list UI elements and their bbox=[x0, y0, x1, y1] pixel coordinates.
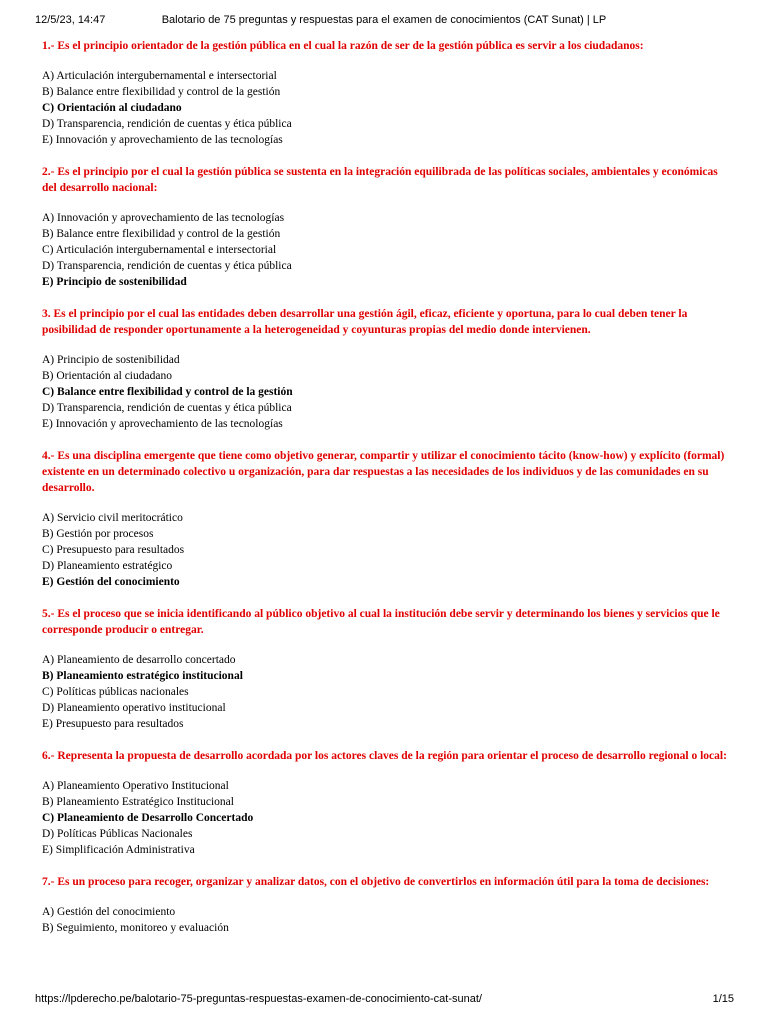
question-text: 2.- Es el principio por el cual la gestión pública se sustenta en la integración equilibrada de las políticas sociales, ambientales y económicas del desarrollo nacional: bbox=[42, 166, 718, 194]
option: B) Balance entre flexibilidad y control de la gestión bbox=[42, 228, 281, 240]
page-url: https://lpderecho.pe/balotario-75-preguntas-respuestas-examen-de-conocimiento-cat-sunat/ bbox=[35, 993, 482, 1005]
option-list bbox=[42, 210, 732, 290]
question-block bbox=[42, 306, 732, 432]
option: E) Innovación y aprovechamiento de las tecnologías bbox=[42, 418, 283, 430]
option: D) Transparencia, rendición de cuentas y ética pública bbox=[42, 260, 292, 272]
option: B) Balance entre flexibilidad y control de la gestión bbox=[42, 86, 281, 98]
option: A) Servicio civil meritocrático bbox=[42, 512, 183, 524]
question-block bbox=[42, 874, 732, 936]
question-list bbox=[42, 38, 732, 952]
question-text: 7.- Es un proceso para recoger, organizar y analizar datos, con el objetivo de convertirlos en información útil para la toma de decisiones: bbox=[42, 876, 710, 888]
option: D) Planeamiento operativo institucional bbox=[42, 702, 226, 714]
correct-option: C) Orientación al ciudadano bbox=[42, 102, 182, 114]
question-block bbox=[42, 606, 732, 732]
option-list bbox=[42, 652, 732, 732]
question-text: 3. Es el principio por el cual las entidades deben desarrollar una gestión ágil, eficaz, eficiente y oportuna, para lo cual deben tener la posibilidad de responder oportunamente a la heterogeneidad y coyunturas propias del medio donde intervienen. bbox=[42, 308, 688, 336]
correct-option: C) Planeamiento de Desarrollo Concertado bbox=[42, 812, 254, 824]
option: C) Articulación intergubernamental e intersectorial bbox=[42, 244, 277, 256]
option-list bbox=[42, 68, 732, 148]
option: D) Transparencia, rendición de cuentas y ética pública bbox=[42, 118, 292, 130]
option: B) Orientación al ciudadano bbox=[42, 370, 172, 382]
correct-option: B) Planeamiento estratégico institucional bbox=[42, 670, 243, 682]
page-number: 1/15 bbox=[712, 993, 734, 1005]
option: B) Gestión por procesos bbox=[42, 528, 154, 540]
question-block bbox=[42, 38, 732, 148]
question-block bbox=[42, 748, 732, 858]
correct-option: E) Gestión del conocimiento bbox=[42, 576, 180, 588]
option: B) Seguimiento, monitoreo y evaluación bbox=[42, 922, 229, 934]
option: E) Presupuesto para resultados bbox=[42, 718, 184, 730]
correct-option: C) Balance entre flexibilidad y control de la gestión bbox=[42, 386, 293, 398]
page-title: Balotario de 75 preguntas y respuestas para el examen de conocimientos (CAT Sunat) | LP bbox=[161, 14, 607, 26]
option: E) Innovación y aprovechamiento de las tecnologías bbox=[42, 134, 283, 146]
option: A) Planeamiento de desarrollo concertado bbox=[42, 654, 236, 666]
option: A) Planeamiento Operativo Institucional bbox=[42, 780, 229, 792]
option: D) Políticas Públicas Nacionales bbox=[42, 828, 193, 840]
question-text: 1.- Es el principio orientador de la gestión pública en el cual la razón de ser de la gestión pública es servir a los ciudadanos: bbox=[42, 40, 644, 52]
option: A) Principio de sostenibilidad bbox=[42, 354, 180, 366]
option: C) Presupuesto para resultados bbox=[42, 544, 185, 556]
print-date: 12/5/23, 14:47 bbox=[35, 14, 106, 26]
question-text: 5.- Es el proceso que se inicia identificando al público objetivo al cual la institución debe servir y determinando los bienes y servicios que le corresponde producir o entregar. bbox=[42, 608, 720, 636]
option: A) Innovación y aprovechamiento de las tecnologías bbox=[42, 212, 285, 224]
option-list bbox=[42, 510, 732, 590]
correct-option: E) Principio de sostenibilidad bbox=[42, 276, 187, 288]
option: D) Planeamiento estratégico bbox=[42, 560, 173, 572]
option-list bbox=[42, 904, 732, 936]
option: D) Transparencia, rendición de cuentas y ética pública bbox=[42, 402, 292, 414]
question-text: 4.- Es una disciplina emergente que tiene como objetivo generar, compartir y utilizar el conocimiento tácito (know-how) y explícito (formal) existente en un determinado colectivo u organización, para dar respuestas a las necesidades de los individuos y de las comunidades en su desarrollo. bbox=[42, 450, 725, 494]
option-list bbox=[42, 778, 732, 858]
question-text: 6.- Representa la propuesta de desarrollo acordada por los actores claves de la región para orientar el proceso de desarrollo regional o local: bbox=[42, 750, 727, 762]
option: A) Gestión del conocimiento bbox=[42, 906, 176, 918]
question-block bbox=[42, 448, 732, 590]
print-header bbox=[0, 14, 768, 30]
option: C) Políticas públicas nacionales bbox=[42, 686, 189, 698]
option: A) Articulación intergubernamental e intersectorial bbox=[42, 70, 277, 82]
option: E) Simplificación Administrativa bbox=[42, 844, 195, 856]
print-footer bbox=[0, 993, 768, 1009]
option: B) Planeamiento Estratégico Institucional bbox=[42, 796, 234, 808]
option-list bbox=[42, 352, 732, 432]
question-block bbox=[42, 164, 732, 290]
